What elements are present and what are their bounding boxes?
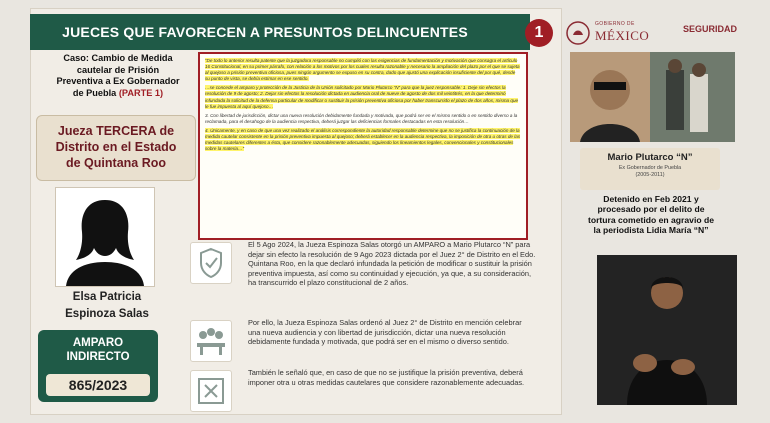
info-row bbox=[190, 240, 540, 300]
gavel-shield-icon bbox=[190, 242, 232, 284]
logo-big-text: MÉXICO bbox=[595, 28, 650, 43]
doc-text: 3. Con libertad de jurisdicción, dictar una nueva resolución debidamente fundada y motivada, que podrá ser en el mismo sentido o en sentido diverso a la reclamada, para el desahogo de la audiencia respectiva, deberá juzgar las deficiencias formales destacadas en esta resolución… bbox=[205, 112, 518, 124]
suspect-role-line: Ex Gobernador de Puebla bbox=[618, 165, 682, 171]
judge-silhouette-photo bbox=[55, 187, 155, 287]
amparo-box bbox=[38, 330, 158, 402]
doc-paragraph bbox=[200, 85, 526, 109]
detention-note bbox=[572, 194, 730, 235]
case-line: Preventiva a Ex Gobernador bbox=[56, 76, 180, 86]
page-title: JUECES QUE FAVORECEN A PRESUNTOS DELINCUENTES bbox=[62, 24, 468, 40]
doc-paragraph bbox=[200, 113, 526, 125]
case-line bbox=[48, 88, 188, 100]
name-line: Elsa Patricia bbox=[72, 291, 142, 303]
gobierno-mexico-logo bbox=[565, 18, 738, 48]
case-text: de Puebla bbox=[72, 87, 117, 98]
suspect-photo bbox=[570, 52, 735, 142]
header-bar bbox=[30, 14, 530, 50]
suspect-role bbox=[580, 165, 720, 179]
detention-line: procesado por el delito de bbox=[597, 204, 705, 215]
judge-line: Distrito en el Estado bbox=[55, 140, 177, 154]
logo-small-text: GOBIERNO DE bbox=[595, 21, 635, 27]
info-row bbox=[190, 318, 540, 368]
info-row bbox=[190, 368, 540, 412]
case-line: cautelar de Prisión bbox=[76, 64, 160, 75]
judge-line: Jueza TERCERA de bbox=[57, 124, 175, 138]
agency-name: SEGURIDAD bbox=[683, 24, 738, 34]
detention-line: tortura cometido en agravio de bbox=[587, 214, 715, 225]
detention-line: Detenido en Feb 2021 y bbox=[603, 194, 699, 204]
amparo-number: 865/2023 bbox=[46, 374, 150, 396]
suspect-term: (2005-2011) bbox=[635, 172, 665, 178]
name-line: Espinoza Salas bbox=[65, 308, 149, 320]
court-document-excerpt bbox=[198, 52, 528, 240]
sign-language-interpreter bbox=[597, 255, 737, 405]
detention-line: la periodista Lidia María “N” bbox=[593, 224, 709, 235]
amparo-label-line: INDIRECTO bbox=[66, 351, 130, 363]
amparo-label bbox=[38, 336, 158, 364]
doc-text: 4. Únicamente, y en caso de que una vez realizado el análisis correspondiente la autoridad responsable determine que no se justifica la continuación de la medida cautelar consistente en la prisión preventiva impuesta al quejoso; deberá establecer en la audiencia respectiva, la imposición de otra u otras de las medidas cautelares diferentes a ésta, que considere razonablemente adecuadas, siguiendo los lineamientos legales, convencionales y constitucionales sobre la materia…” bbox=[205, 127, 521, 152]
row-text: También le señaló que, en caso de que no se justifique la prisión preventiva, deberá imponer otra u otras medidas cautelares que considere razonablemente adecuadas. bbox=[248, 368, 525, 387]
judge-line: de Quintana Roo bbox=[66, 156, 166, 170]
doc-text: “De todo lo anterior resulta patente que la juzgadora responsable no cumplió con las exigencias de fundamentación y motivación que consagra el artículo 16 Constitucional, en su primer párrafo, con relación a los motivos por los cuales resulta razonable y necesario la ampliación del plazo por el que se sujeta al quejoso a prisión preventiva oficiosa, pues ningún argumento se expuso en su contra, dado que ajustó una explicación insuficiente del por qué, desde su punto de vista, se debía estimar en ese sentido. bbox=[205, 58, 520, 82]
eagle-emblem-icon bbox=[565, 20, 591, 46]
meeting-icon bbox=[190, 320, 232, 362]
case-part-label: (PARTE 1) bbox=[118, 87, 164, 98]
person-silhouette-icon bbox=[56, 188, 154, 286]
amparo-label-line: AMPARO bbox=[72, 337, 124, 349]
doc-paragraph bbox=[200, 58, 526, 82]
doc-text: …se concede el amparo y protección de la Justicia de la Unión solicitado por Mario Plutarco “N” para que la juez responsable: 1. Deje sin efectos la resolución de 9 de agosto; 2. Dejar sin efectos la resolución dictada en audiencia oral de nueve de agosto de dos mil veintitrés, en la que determinó infundada la solicitud de la defensa particular de modificar o sustituir la prisión preventiva oficiosa por haber transcurrido el plazo de dos años, misma que le fue impuesta al aquí quejoso… bbox=[205, 85, 519, 109]
suspect-name: Mario Plutarco “N” bbox=[607, 152, 693, 163]
suspect-caption bbox=[580, 148, 720, 190]
cancel-document-icon bbox=[190, 370, 232, 412]
judge-box bbox=[36, 115, 196, 181]
part-number-badge: 1 bbox=[525, 19, 553, 47]
judge-title bbox=[37, 123, 195, 171]
doc-paragraph bbox=[200, 128, 526, 152]
judge-name bbox=[42, 289, 172, 325]
case-line: Caso: Cambio de Medida bbox=[63, 53, 173, 63]
row-text: Por ello, la Jueza Espinoza Salas ordenó al Juez 2° de Distrito en mención celebrar una nueva audiencia y con libertad de jurisdicción, dictar una nueva resolución debidamente fundada y motivada, que podrá ser en el mismo o diverso sentido. bbox=[248, 318, 522, 347]
case-description bbox=[48, 53, 188, 109]
row-text: El 5 Ago 2024, la Jueza Espinoza Salas otorgó un AMPARO a Mario Plutarco “N” para dejar sin efecto la resolución de 9 Ago 2023 dictada por el Juez 2° de Distrito en el Edo. Quintana Roo, en la que declaró infundada la petición de modificar o sustituir la prisión preventiva impuesta, así como su continuidad y ejecución, ya que, a su consideración, ha transcurrido el plazo constitucional de 2 años. bbox=[248, 240, 536, 288]
